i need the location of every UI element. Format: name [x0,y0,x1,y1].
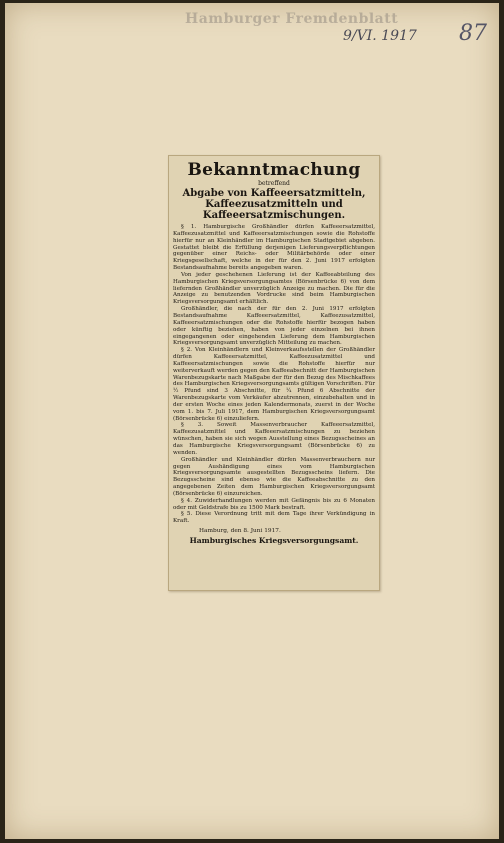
notice-paragraph: Großhändler und Kleinhändler dürfen Massenverbrauchern nur gegen Aushändigung eines vom Hamburgischen Kriegsversorgungsamte ausgestellten Bezugsscheins liefern. Die Bezugsscheine sind ebenso wie die Kaffeeabschnitte zu den angegebenen Zeiten dem Hamburgischen Kriegsversorgungsamt (Börsenbrücke 6) einzureichen. [173,456,375,497]
newspaper-clipping [168,155,380,591]
notice-paragraph: § 4. Zuwiderhandlungen werden mit Gefängnis bis zu 6 Monaten oder mit Geldstrafe bis zu 1500 Mark bestraft. [173,497,375,511]
notice-paragraph: § 1. Hamburgische Großhändler dürfen Kaffeeersatzmittel, Kaffeezusatzmittel und Kaffeeersatzmischungen sowie die Rohstoffe hierfür nur an Kleinhändler im Hamburgischen Stadtgebiet abgeben. Gestattet bleibt die Erfüllung derjenigen Lieferungsverpflichtungen gegenüber einer Reichs- oder Militärbehörde oder einer Kriegsgesellschaft, welche in der für den 2. Juni 1917 erfolgten Bestandsaufnahme bereits angegeben waren. [173,224,375,272]
notice-paragraph: Von jeder geschehenen Lieferung ist der Kaffeeabteilung des Hamburgischen Kriegsversorgungsamtes (Börsenbrücke 6) von dem liefernden Großhändler unverzüglich Anzeige zu machen. Die für die Anzeige zu benutzenden Vordrucke sind beim Hamburgischen Kriegsversorgungsamt erhältlich. [173,271,375,306]
notice-title: Bekanntmachung [187,160,361,180]
handwritten-date: 9/VI. 1917 [343,28,417,44]
notice-paragraph: § 2. Von Kleinhändlern und Kleinverkaufsstellen der Großhändler dürfen Kaffeeersatzmittel, Kaffeezusatzmittel und Kaffeeersatzmischungen sowie die Rohstoffe hierfür nur weiterverkauft werden gegen den Kaffeeabschnitt der Hamburgischen Warenbezugskarte nach Maßgabe der für den Bezug des Mischkaffees des Hamburgischen Kriegsversorgungsamts gültigen Vorschriften. Für ½ Pfund sind 3 Abschnitte, für ¼ Pfund 6 Abschnitte der Warenbezugskarte vom Verkäufer abzutrennen, einzubehalten und in der ersten Woche eines jeden Kalendermonats, zuerst in der Woche vom 1. bis 7. Juli 1917, dem Hamburgischen Kriegsversorgungsamt (Börsenbrücke 6) einzuliefern. [173,347,375,422]
notice-paragraph: Großhändler, die nach der für den 2. Juni 1917 erfolgten Bestandsaufnahme Kaffeeersatzmittel, Kaffeezusatzmittel, Kaffeeersatzmischungen oder die Rohstoffe hierfür bezogen haben oder künftig beziehen, haben von jeder einzelnen bei ihnen eingegangenen oder eingehenden Lieferung dem Hamburgischen Kriegsversorgungsamt unverzüglich Mitteilung zu machen. [173,306,375,347]
notice-dateline: Hamburg, den 8. Juni 1917. [199,528,281,535]
notice-heading: Abgabe von Kaffeeersatzmitteln, Kaffeezusatzmitteln und Kaffeeersatzmischungen. [182,188,366,221]
notice-subtitle: betreffend [258,180,290,187]
folio-number: 87 [459,21,487,46]
archive-sheet [5,3,499,839]
notice-signature: Hamburgisches Kriegsversorgungsamt. [189,536,359,546]
notice-paragraph: § 3. Soweit Massenverbraucher Kaffeeersatzmittel, Kaffeezusatzmittel und Kaffeeersatzmischungen zu beziehen wünschen, haben sie sich wegen Ausstellung eines Bezugsscheines an das Hamburgische Kriegsversorgungsamt (Börsenbrücke 6) zu wenden. [173,422,375,456]
notice-paragraph: § 5. Diese Verordnung tritt mit dem Tage ihrer Verkündigung in Kraft. [173,511,375,525]
newspaper-stamp: Hamburger Fremdenblatt [185,11,399,27]
